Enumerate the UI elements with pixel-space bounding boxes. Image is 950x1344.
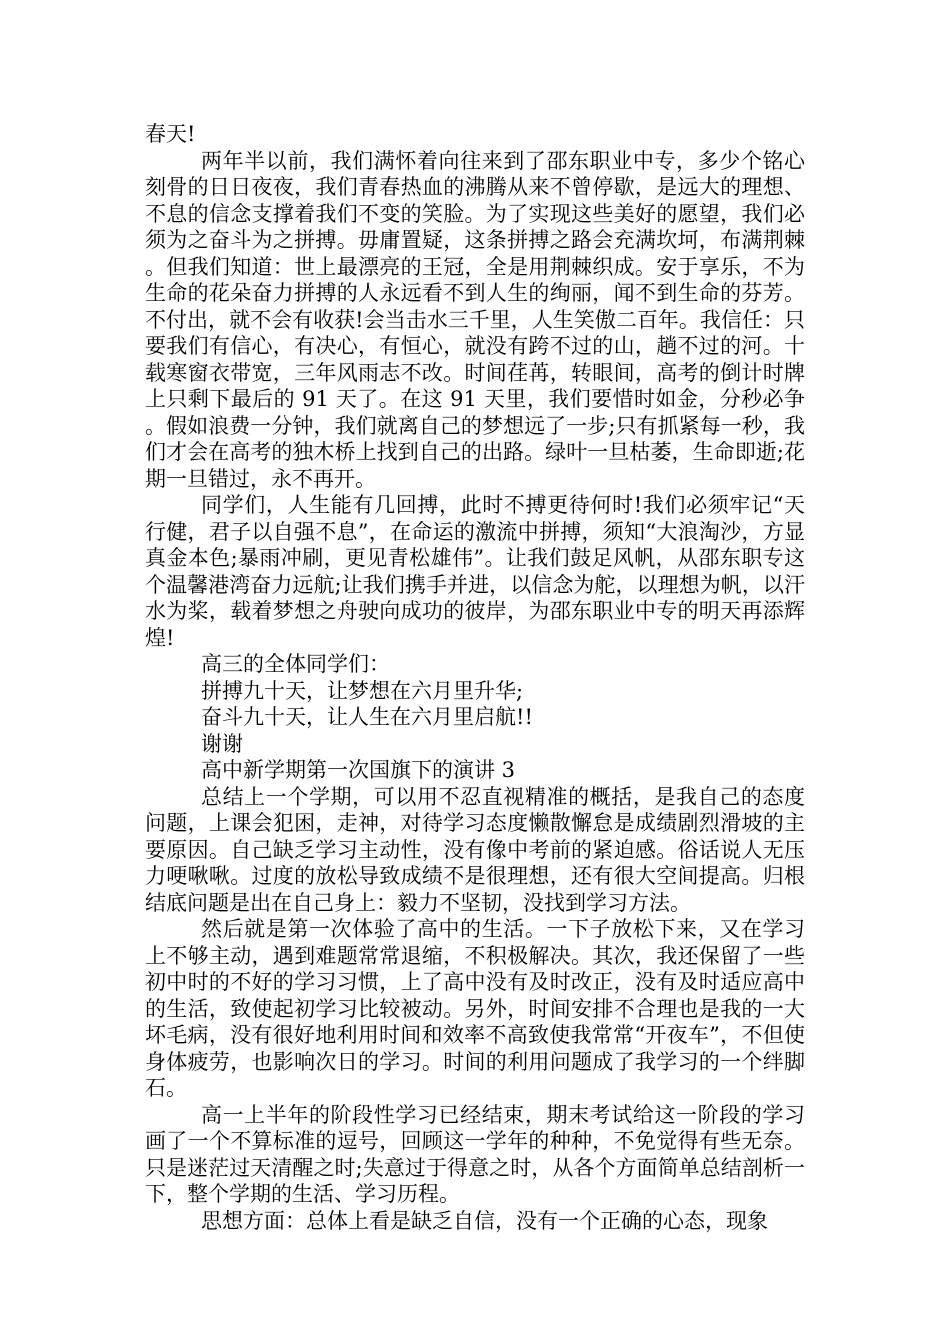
paragraph-spring: 春天! xyxy=(145,122,196,146)
paragraph-two-years-ago: 两年半以前，我们满怀着向往来到了邵东职业中专，多少个铭心刻骨的日日夜夜，我们青春热血的沸腾从来不曾停歇，是远大的理想、不息的信念支撑着我们不变的笑脸。为了实现这些美好的愿望，我们必须为之奋斗为之拼搏。毋庸置疑，这条拼搏之路会充满坎坷，布满荆棘。但我们知道：世上最漂亮的王冠，全是用荆棘织成。安于享乐，不为生命的花朵奋力拼搏的人永远看不到人生的绚丽，闻不到生命的芬芳。不付出，就不会有收获!会当击水三千里，人生笑傲二百年。我信任：只要我们有信心，有决心，有恒心，就没有跨不过的山，趟不过的河。十载寒窗衣带宽，三年风雨志不改。时间荏苒，转眼间，高考的倒计时牌上只剩下最后的 91 天了。在这 91 天里，我们要惜时如金，分秒必争。假如浪费一分钟，我们就离自己的梦想远了一步;只有抓紧每一秒，我们才会在高考的独木桥上找到自己的出路。绿叶一旦枯萎，生命即逝;花期一旦错过，永不再开。 xyxy=(145,148,805,491)
line-senior-students: 高三的全体同学们： xyxy=(201,652,390,676)
paragraph-classmates: 同学们，人生能有几回搏，此时不搏更待何时!我们必须牢记“天行健，君子以自强不息”，在命运的激流中拼搏，须知“大浪淘沙，方显真金本色;暴雨冲刷，更见青松雄伟”。让我们鼓足风帆，从邵东职专这个温馨港湾奋力远航;让我们携手并进，以信念为舵，以理想为帆，以汗水为桨，载着梦想之舟驶向成功的彼岸，为邵东职业中专的明天再添辉煌! xyxy=(145,493,805,650)
paragraph-first-half-year: 高一上半年的阶段性学习已经结束，期末考试给这一阶段的学习画了一个不算标准的逗号，回顾这一学年的种种，不免觉得有些无奈。只是迷茫过天清醒之时;失意过于得意之时，从各个方面简单总结剖析一下，整个学期的生活、学习历程。 xyxy=(145,1102,805,1206)
line-thanks: 谢谢 xyxy=(201,731,243,756)
line-fight-ninety-days: 奋斗九十天，让人生在六月里启航!! xyxy=(201,705,533,729)
paragraph-thinking: 思想方面：总体上看是缺乏自信，没有一个正确的心态，现象 xyxy=(201,1208,768,1233)
line-strive-ninety-days: 拼搏九十天，让梦想在六月里升华; xyxy=(201,678,524,703)
paragraph-high-school-life: 然后就是第一次体验了高中的生活。一下子放松下来，又在学习上不够主动，遇到难题常常退缩，不积极解决。其次，我还保留了一些初中时的不好的学习习惯，上了高中没有及时改正，没有及时适应高中的生活，致使起初学习比较被动。另外，时间安排不合理也是我的一大坏毛病，没有很好地利用时间和效率不高致使我常常“开夜车”，不但使身体疲劳，也影响次日的学习。时间的利用问题成了我学习的一个绊脚石。 xyxy=(145,917,805,1100)
paragraph-last-semester: 总结上一个学期，可以用不忍直视精准的概括，是我自己的态度问题，上课会犯困，走神，对待学习态度懒散懈怠是成绩剧烈滑坡的主要原因。自己缺乏学习主动性，没有像中考前的紧迫感。俗话说人无压力哽啾啾。过度的放松导致成绩不是很理想，还有很大空间提高。归根结底问题是出在自己身上：毅力不坚韧，没找到学习方法。 xyxy=(145,784,805,915)
section-heading: 高中新学期第一次国旗下的演讲 3 xyxy=(201,758,516,782)
document-page xyxy=(145,121,805,1234)
